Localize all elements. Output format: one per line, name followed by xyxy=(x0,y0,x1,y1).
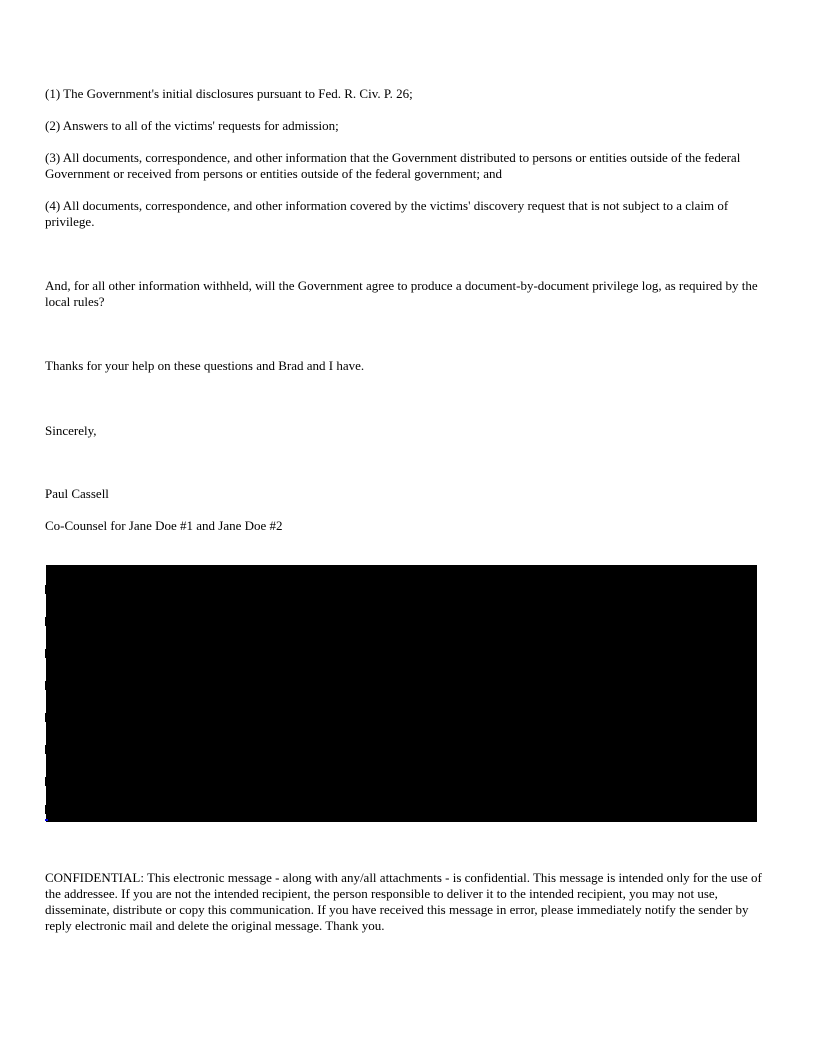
request-item-3: (3) All documents, correspondence, and other information that the Government distributed to persons or entities outside of the federal Government or received from persons or entities outside of the federal government; and xyxy=(45,150,741,181)
redaction-edge-mark xyxy=(45,681,47,690)
request-item-2: (2) Answers to all of the victims' requests for admission; xyxy=(45,118,339,133)
thanks-line: Thanks for your help on these questions and Brad and I have. xyxy=(45,358,365,373)
closing-line: Sincerely, xyxy=(45,423,97,438)
signature-title: Co-Counsel for Jane Doe #1 and Jane Doe #2 xyxy=(45,518,283,533)
redaction-edge-mark xyxy=(45,777,47,786)
redaction-edge-mark xyxy=(45,745,47,754)
redaction-edge-mark xyxy=(45,713,47,722)
redaction-edge-mark xyxy=(45,805,47,814)
redaction-edge-mark xyxy=(45,649,47,658)
redaction-block xyxy=(46,565,757,822)
confidentiality-notice: CONFIDENTIAL: This electronic message - along with any/all attachments - is confidential. This message is intended only for the use of the addressee. If you are not the intended recipient, the person responsible to deliver it to the intended recipient, you may not use, disseminate, distribute or copy this communication. If you have received this message in error, please immediately notify the sender by reply electronic mail and delete the original message. Thank you. xyxy=(45,870,762,933)
signature-name: Paul Cassell xyxy=(45,486,109,501)
redaction-edge-mark xyxy=(45,617,47,626)
redacted-link-underline xyxy=(45,819,48,821)
request-item-4: (4) All documents, correspondence, and other information covered by the victims' discovery request that is not subject to a claim of privilege. xyxy=(45,198,729,229)
redaction-edge-mark xyxy=(45,585,47,594)
request-item-1: (1) The Government's initial disclosures pursuant to Fed. R. Civ. P. 26; xyxy=(45,86,413,101)
privilege-log-question: And, for all other information withheld, will the Government agree to produce a document-by-document privilege log, as required by the local rules? xyxy=(45,278,758,309)
